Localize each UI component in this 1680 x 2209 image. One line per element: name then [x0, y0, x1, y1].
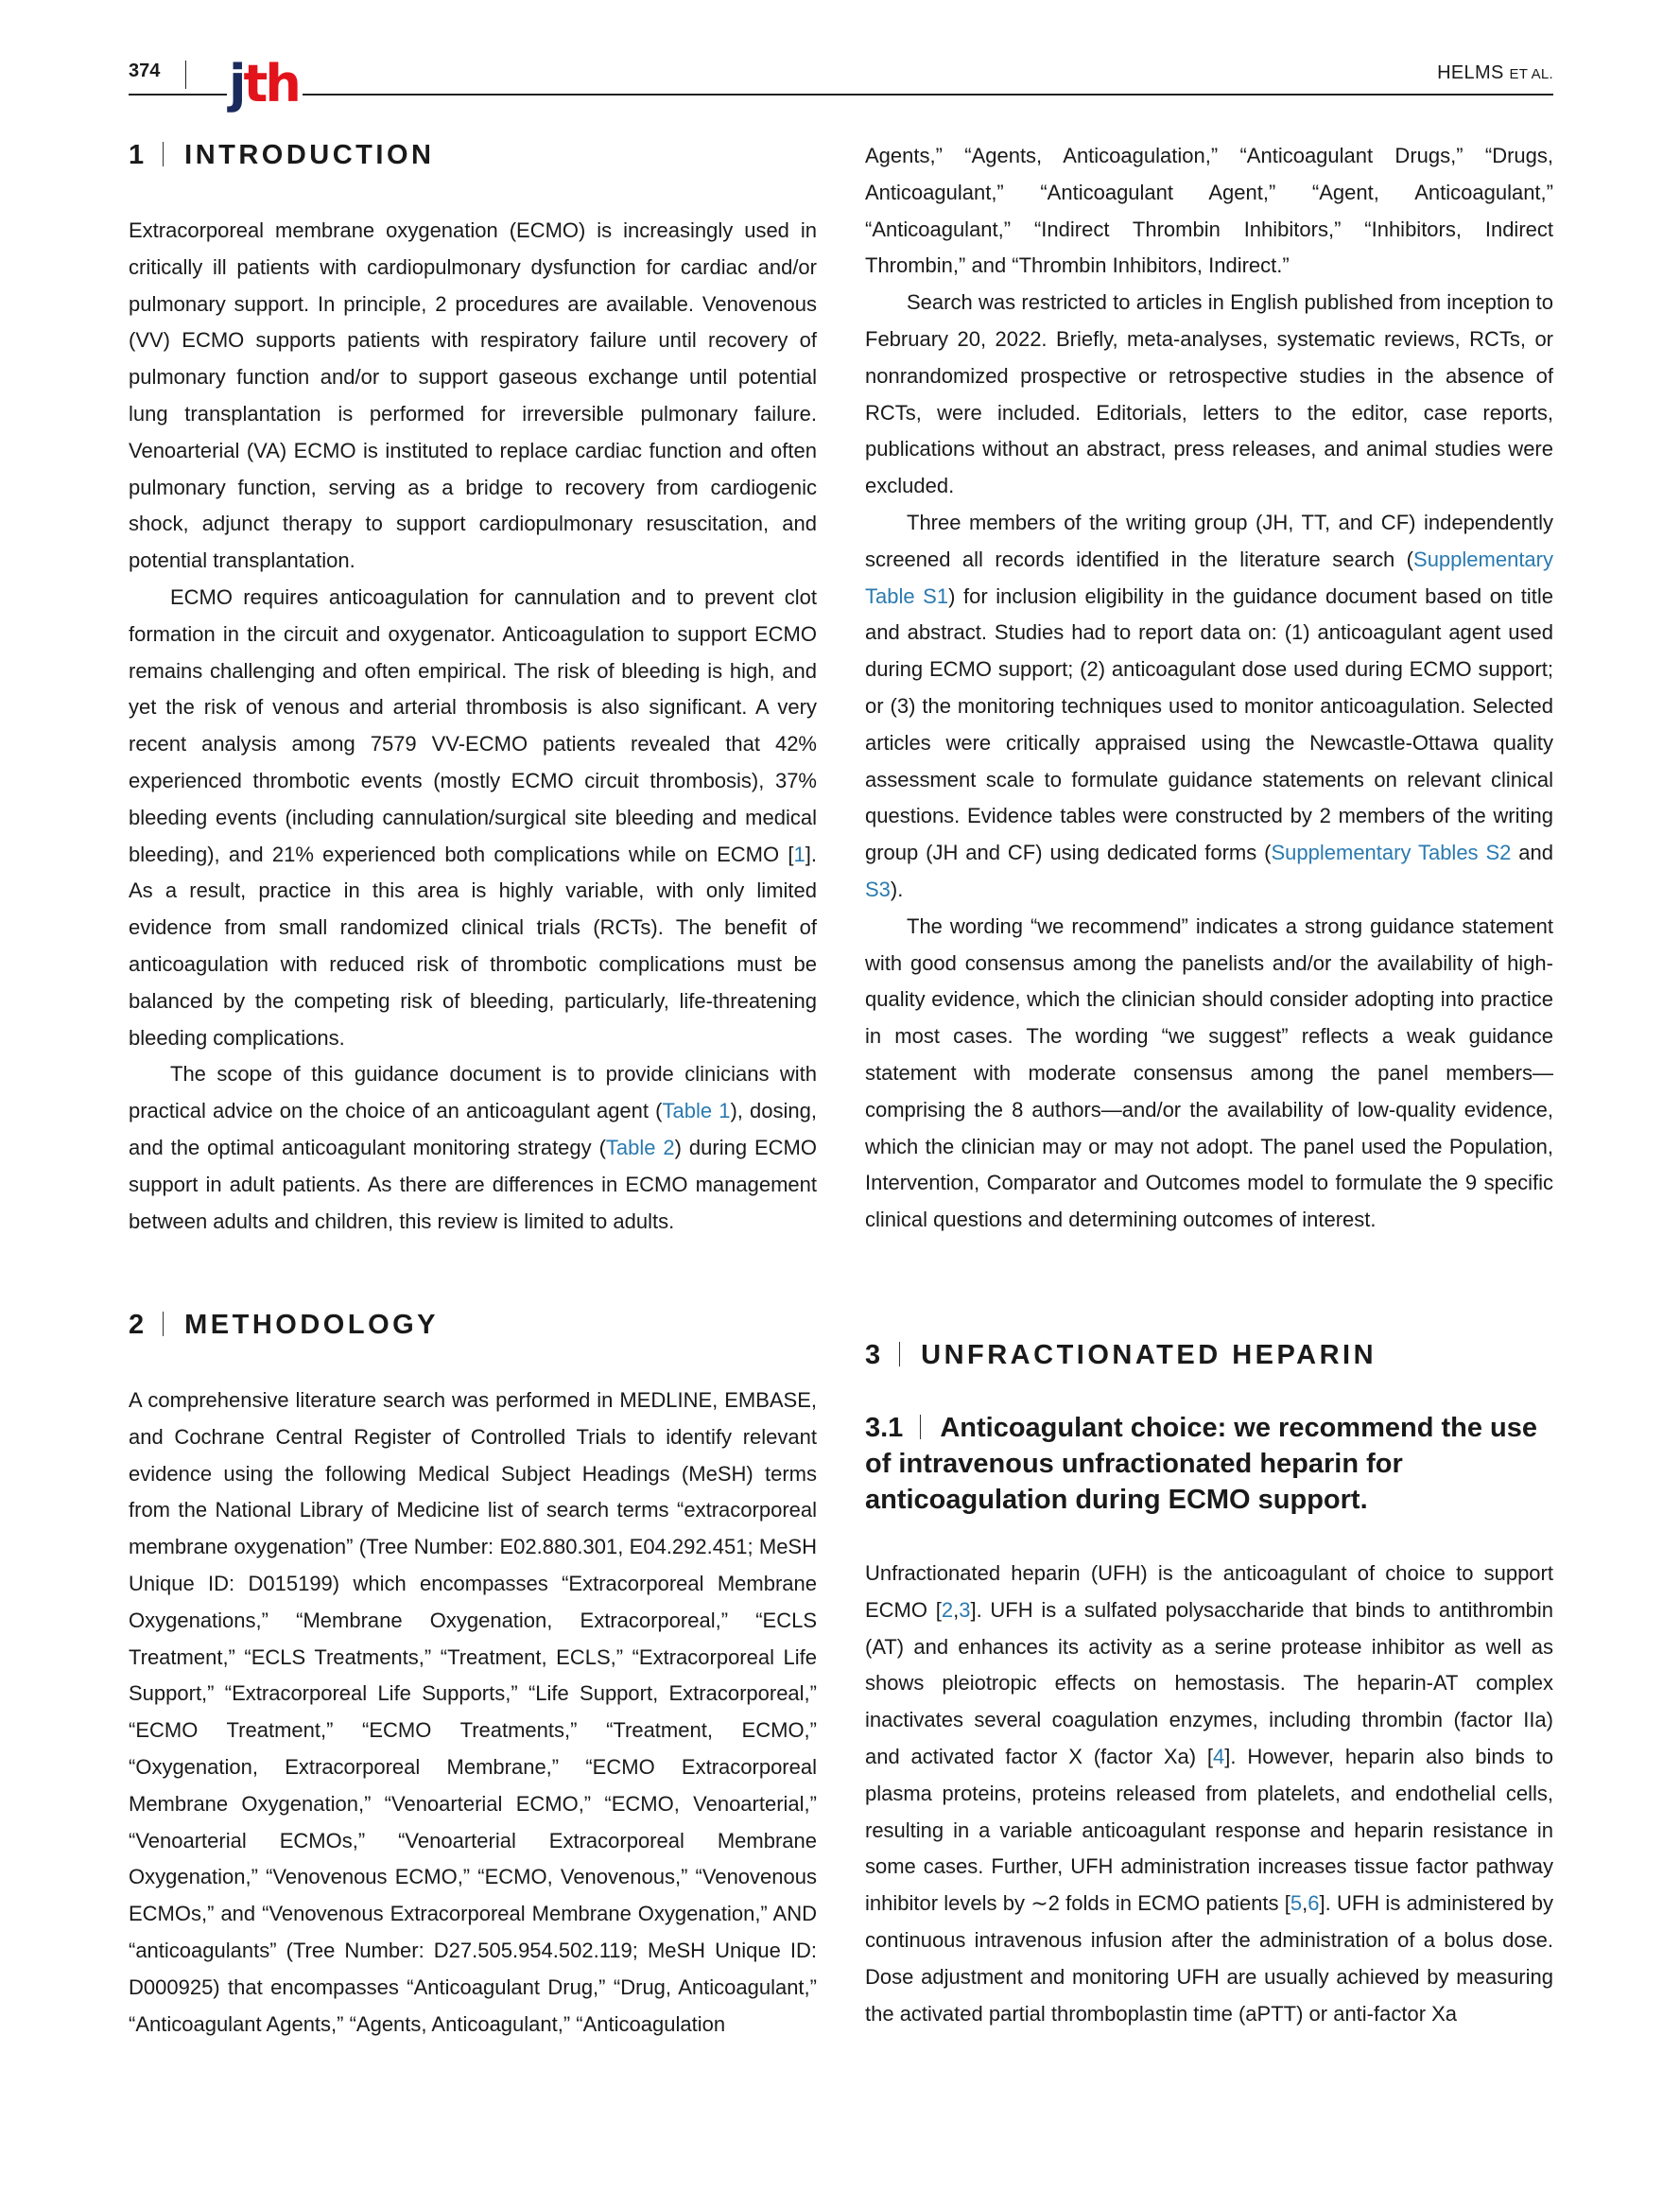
reference-link-2[interactable]: 2: [941, 1597, 954, 1622]
supplementary-table-s2-link[interactable]: Supplementary Tables S2: [1271, 841, 1512, 865]
header-rule-left: [129, 94, 227, 96]
page-header: [129, 54, 1553, 132]
reference-link-3[interactable]: 3: [959, 1597, 971, 1622]
intro-paragraph-3: The scope of this guidance document is to provide clinicians with practical advice on the choice of an anticoagulant agent (Table 1), dosing, and the optimal anticoagulant monitoring strategy (Table 2) during ECMO support in adult patients. As there are differences in ECMO management between adults and children, this review is limited to adults.: [129, 1062, 817, 1233]
jth-logo: jth: [229, 54, 299, 113]
section-heading-ufh: 3 UNFRACTIONATED HEPARIN: [865, 1340, 1377, 1370]
running-head: HELMS ET AL.: [1437, 62, 1553, 83]
intro-section: [129, 138, 817, 1240]
header-divider: [185, 61, 186, 89]
methodology-continued: [865, 138, 1553, 1239]
reference-link-4[interactable]: 4: [1213, 1744, 1225, 1768]
supplementary-table-s1-link[interactable]: Supplementary Table S1: [865, 547, 1553, 608]
intro-paragraph-1: Extracorporeal membrane oxygenation (ECMO) is increasingly used in critically ill patients with cardiopulmonary dysfunction for cardiac and/or pulmonary support. In principle, 2 procedures are available. Venovenous (VV) ECMO supports patients with respiratory failure until recovery of pulmonary function and/or to support gaseous exchange until potential lung transplantation is performed for irreversible pulmonary failure. Venoarterial (VA) ECMO is instituted to replace cardiac function and often pulmonary function, serving as a bridge to recovery from cardiogenic shock, adjunct therapy to support cardiopulmonary resuscitation, and potential transplantation.: [129, 218, 817, 573]
methodology-paragraph-2: Search was restricted to articles in English published from inception to February 20, 2022. Briefly, meta-analyses, systematic reviews, RCTs, or nonrandomized prospective or retrospective studies in the absence of RCTs, were included. Editorials, letters to the editor, case reports, publications without an abstract, press releases, and animal studies were excluded.: [865, 290, 1553, 498]
section-heading-methodology: 2 METHODOLOGY: [129, 1310, 440, 1340]
intro-paragraph-2: ECMO requires anticoagulation for cannulation and to prevent clot formation in the circuit and oxygenator. Anticoagulation to support ECMO remains challenging and often empirical. The risk of bleeding is high, and yet the risk of venous and arterial thrombosis is also significant. A very recent analysis among 7579 VV-ECMO patients revealed that 42% experienced thrombotic events (mostly ECMO circuit thrombosis), 37% bleeding events (including cannulation/surgical site bleeding and medical bleeding), and 21% experienced both complications while on ECMO [1]. As a result, practice in this area is highly variable, with only limited evidence from small randomized clinical trials (RCTs). The benefit of anticoagulation with reduced risk of thrombotic complications must be balanced by the competing risk of bleeding, particularly, life-threatening bleeding complications.: [129, 584, 817, 1050]
section-heading-introduction: 1 INTRODUCTION: [129, 140, 435, 170]
table-1-link[interactable]: Table 1: [662, 1099, 731, 1123]
supplementary-table-s3-link[interactable]: S3: [865, 877, 891, 901]
ufh-section: [865, 1338, 1553, 2032]
reference-link-1[interactable]: 1: [793, 842, 805, 866]
reference-link-5[interactable]: 5: [1290, 1891, 1303, 1916]
methodology-paragraph-3: Three members of the writing group (JH, TT, and CF) independently screened all records identified in the literature search (Supplementary Table S1) for inclusion eligibility in the guidance document based on title and abstract. Studies had to report data on: (1) anticoagulant agent used during ECMO support; (2) anticoagulant dose used during ECMO support; or (3) the monitoring techniques used to monitor anticoagulation. Selected articles were critically appraised using the Newcastle-Ottawa quality assessment scale to formulate guidance statements on relevant clinical questions. Evidence tables were constructed by 2 members of the writing group (JH and CF) using dedicated forms (Supplementary Tables S2 and S3).: [865, 510, 1553, 901]
ufh-paragraph-1: Unfractionated heparin (UFH) is the anticoagulant of choice to support ECMO [2,3]. UFH is a sulfated polysaccharide that binds to antithrombin (AT) and enhances its activity as a serine protease inhibitor as well as shows pleiotropic effects on hemostasis. The heparin-AT complex inactivates several coagulation enzymes, including thrombin (factor IIa) and activated factor X (factor Xa) [4]. However, heparin also binds to plasma proteins, proteins released from platelets, and endothelial cells, resulting in a variable anticoagulant response and heparin resistance in some cases. Further, UFH administration increases tissue factor pathway inhibitor levels by ∼2 folds in ECMO patients [5,6]. UFH is administered by continuous intravenous infusion after the administration of a bolus dose. Dose adjustment and monitoring UFH are usually achieved by measuring the activated partial thromboplastin time (aPTT) or anti-factor Xa: [865, 1561, 1554, 2026]
reference-link-6[interactable]: 6: [1308, 1891, 1320, 1916]
subsection-heading-3-1: 3.1 Anticoagulant choice: we recommend the use of intravenous unfractionated heparin for anticoagulation during ECMO support.: [865, 1413, 1538, 1515]
header-rule-right: [303, 94, 1553, 96]
methodology-section: [129, 1308, 817, 2043]
methodology-paragraph-1-continued: Agents,” “Agents, Anticoagulation,” “Anticoagulant Drugs,” “Drugs, Anticoagulant,” “Anticoagulant Agent,” “Agent, Anticoagulant,” “Anticoagulant,” “Indirect Thrombin Inhibitors,” “Inhibitors, Indirect Thrombin,” and “Thrombin Inhibitors, Indirect.”: [865, 144, 1553, 278]
table-2-link[interactable]: Table 2: [605, 1135, 675, 1159]
methodology-paragraph-4: The wording “we recommend” indicates a strong guidance statement with good consensus among the panelists and/or the availability of high-quality evidence, which the clinician should consider adopting into practice in most cases. The wording “we suggest” reflects a weak guidance statement with moderate consensus among the panel members—comprising the 8 authors—and/or the availability of low-quality evidence, which the clinician may or may not adopt. The panel used the Population, Intervention, Comparator and Outcomes model to formulate the 9 specific clinical questions and determining outcomes of interest.: [865, 913, 1553, 1232]
methodology-paragraph-1: A comprehensive literature search was performed in MEDLINE, EMBASE, and Cochrane Central Register of Controlled Trials to identify relevant evidence using the following Medical Subject Headings (MeSH) terms from the National Library of Medicine list of search terms “extracorporeal membrane oxygenation” (Tree Number: E02.880.301, E04.292.451; MeSH Unique ID: D015199) which encompasses “Extracorporeal Membrane Oxygenations,” “Membrane Oxygenation, Extracorporeal,” “ECLS Treatment,” “ECLS Treatments,” “Treatment, ECLS,” “Extracorporeal Life Support,” “Extracorporeal Life Supports,” “Life Support, Extracorporeal,” “ECMO Treatment,” “ECMO Treatments,” “Treatment, ECMO,” “Oxygenation, Extracorporeal Membrane,” “ECMO Extracorporeal Membrane Oxygenation,” “Venoarterial ECMO,” “ECMO, Venoarterial,” “Venoarterial ECMOs,” “Venoarterial Extracorporeal Membrane Oxygenation,” “Venovenous ECMO,” “ECMO, Venovenous,” “Venovenous ECMOs,” and “Venovenous Extracorporeal Membrane Oxygenation,” AND “anticoagulants” (Tree Number: D27.505.954.502.119; MeSH Unique ID: D000925) that encompasses “Anticoagulant Drug,” “Drug, Anticoagulant,” “Anticoagulant Agents,” “Agents, Anticoagulant,” “Anticoagulation: [129, 1388, 817, 2036]
page-number: 374: [129, 61, 161, 81]
